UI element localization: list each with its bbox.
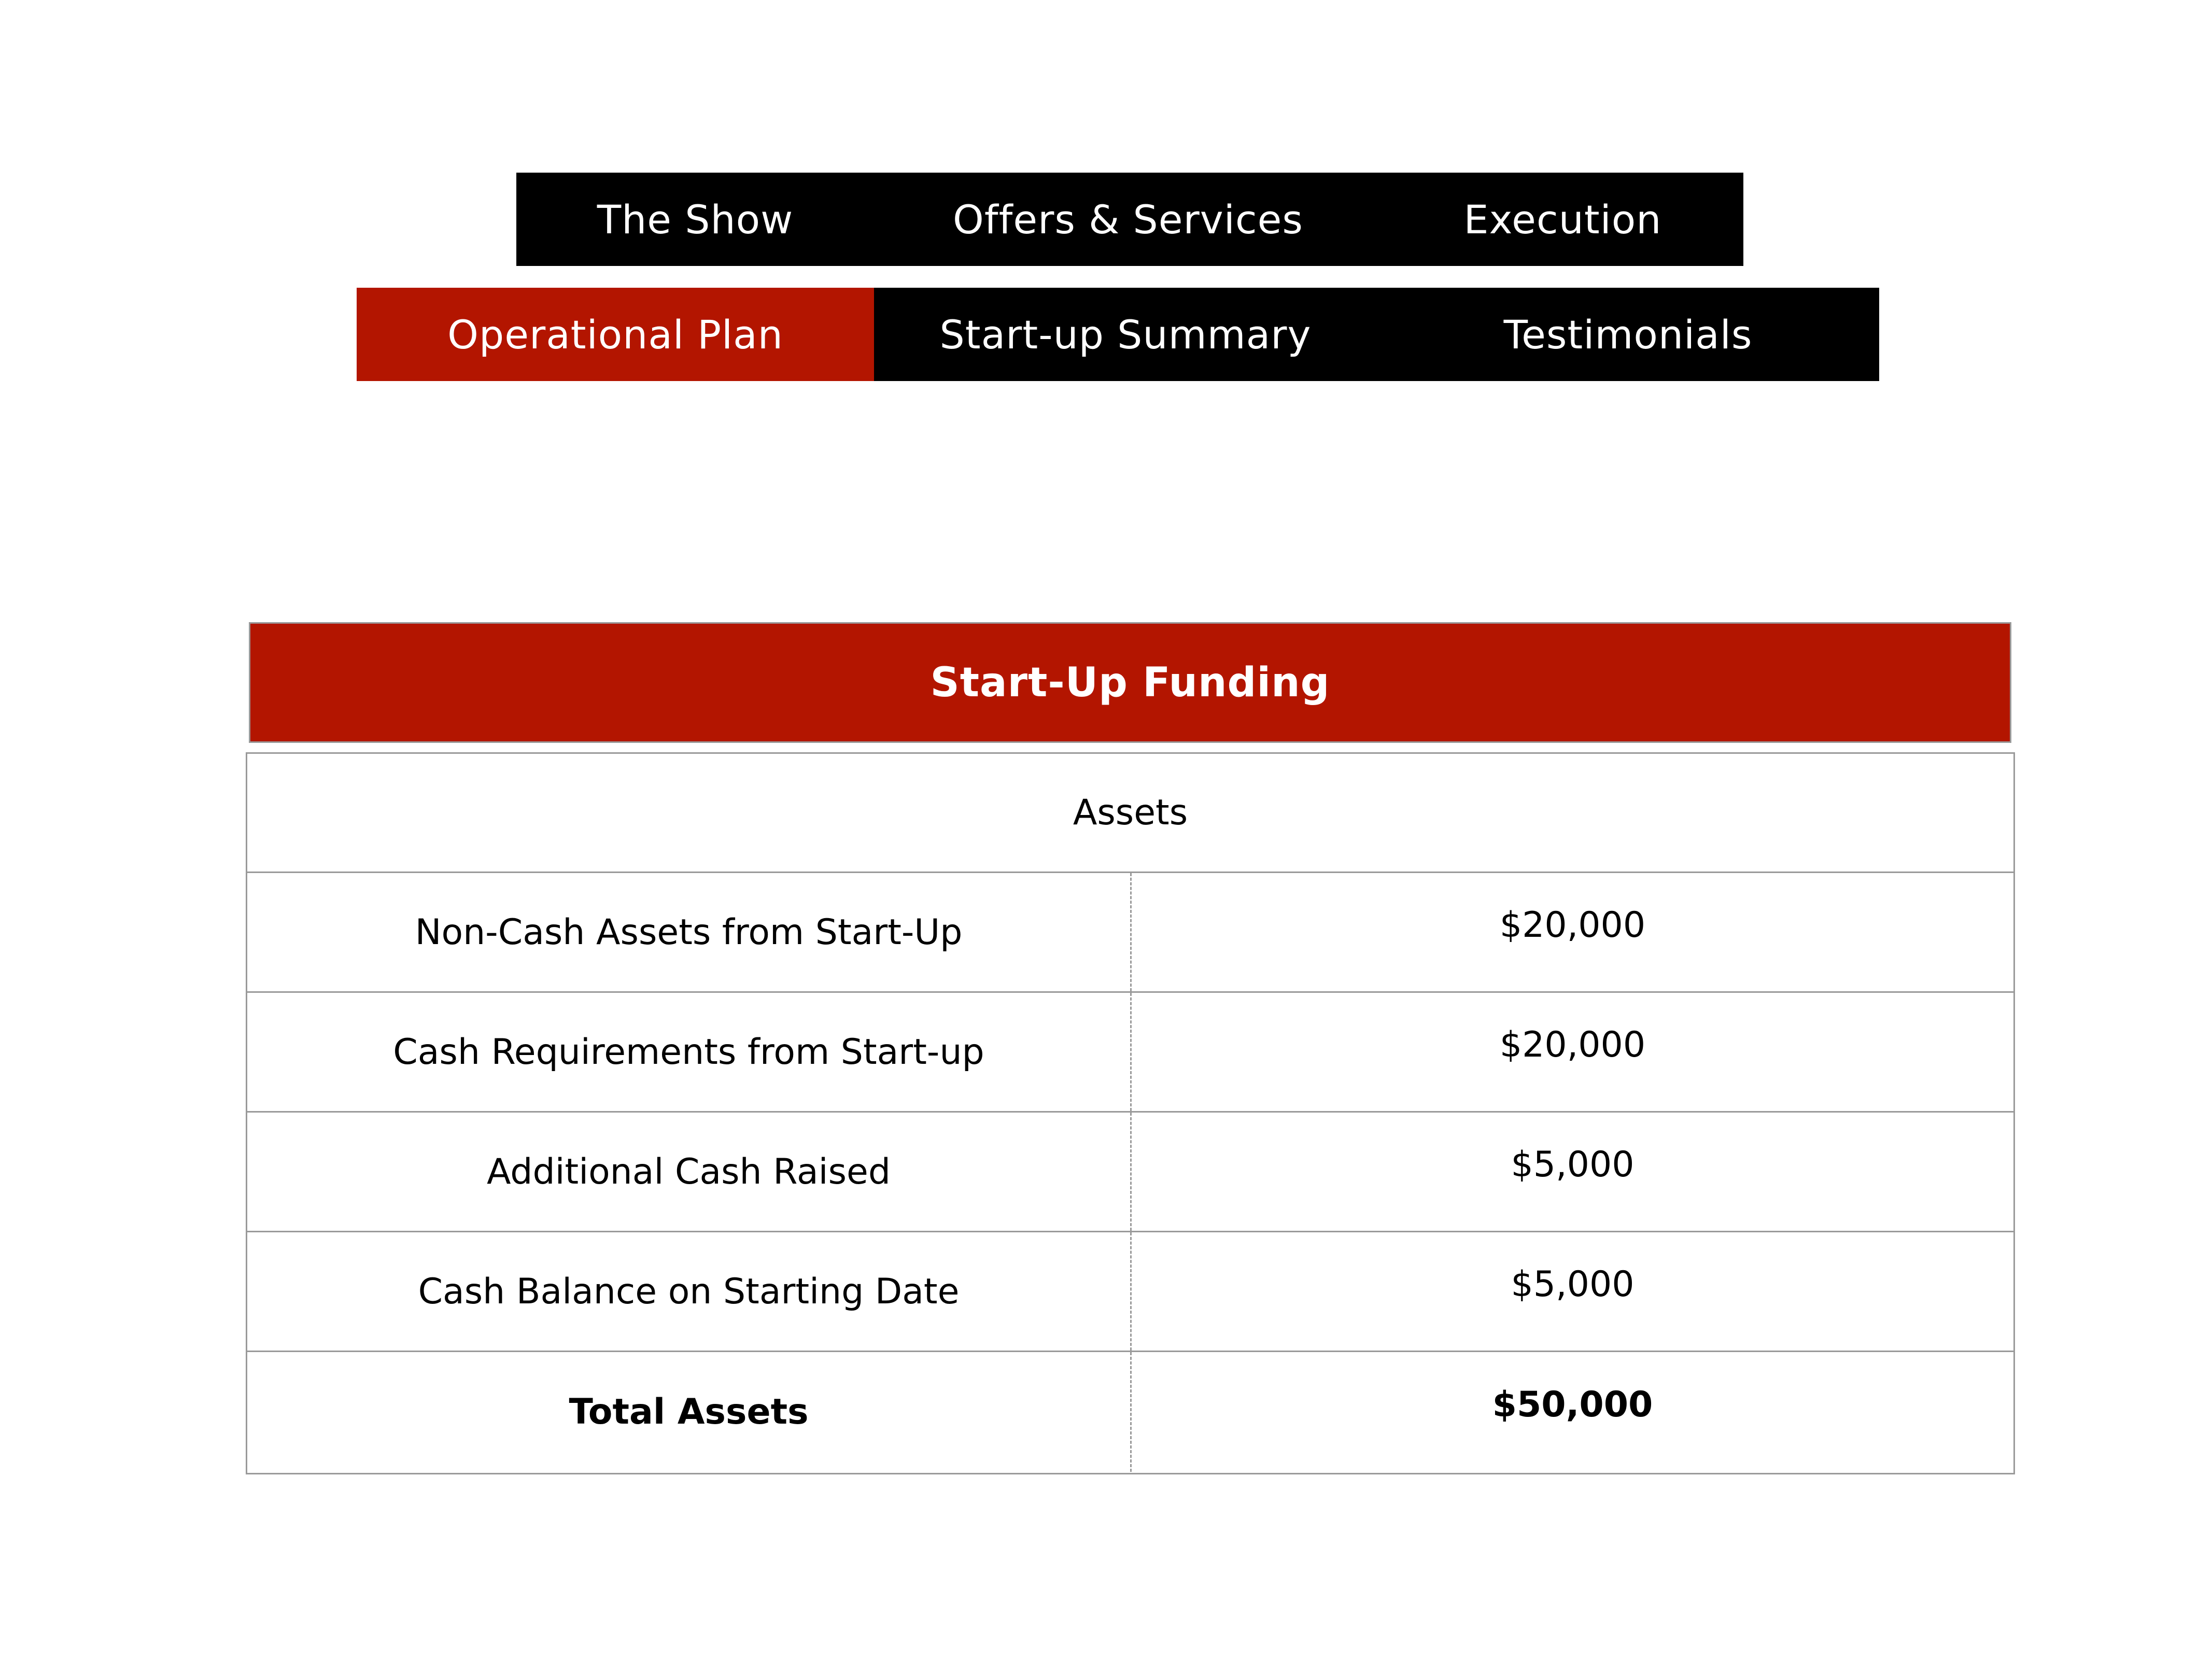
row-value: $5,000 <box>1511 1144 1635 1185</box>
total-row <box>247 1352 2013 1472</box>
table-row <box>247 993 2013 1113</box>
tab-operational-plan[interactable] <box>357 288 874 381</box>
tab-label: Start-up Summary <box>939 311 1312 358</box>
tab-label: Offers & Services <box>953 196 1303 243</box>
row-value: $20,000 <box>1499 1024 1646 1065</box>
assets-label: Assets <box>1073 792 1188 833</box>
funding-table <box>246 752 2015 1474</box>
row-label: Non-Cash Assets from Start-Up <box>247 873 1132 991</box>
table-row <box>247 873 2013 993</box>
funding-header <box>249 622 2011 743</box>
funding-title: Start-Up Funding <box>930 659 1330 706</box>
tab-offers-services[interactable] <box>874 173 1382 266</box>
tab-startup-summary[interactable] <box>874 288 1377 381</box>
row-value: $5,000 <box>1511 1263 1635 1305</box>
table-row <box>247 1232 2013 1352</box>
tab-label: Operational Plan <box>447 311 783 358</box>
row-label: Cash Balance on Starting Date <box>247 1232 1132 1351</box>
total-label: Total Assets <box>247 1352 1132 1472</box>
tab-execution[interactable] <box>1382 173 1743 266</box>
nav-row-secondary <box>357 288 1879 381</box>
tab-testimonials[interactable] <box>1377 288 1879 381</box>
row-label: Cash Requirements from Start-up <box>247 993 1132 1111</box>
table-row <box>247 1113 2013 1232</box>
total-value: $50,000 <box>1492 1384 1653 1425</box>
row-label: Additional Cash Raised <box>247 1113 1132 1231</box>
tab-label: The Show <box>597 196 794 243</box>
tab-label: Execution <box>1463 196 1662 243</box>
row-value: $20,000 <box>1499 904 1646 946</box>
assets-section-header <box>247 754 2013 873</box>
tab-label: Testimonials <box>1503 311 1753 358</box>
tab-the-show[interactable] <box>516 173 874 266</box>
nav-row-primary <box>516 173 1743 266</box>
